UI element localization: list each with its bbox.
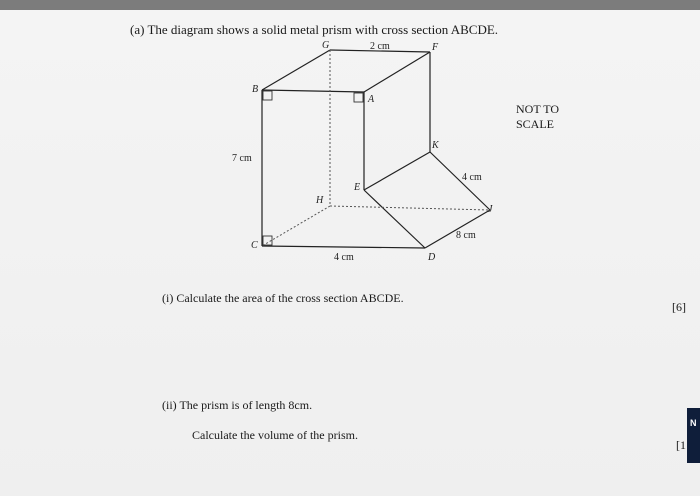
edge-KD-front — [364, 190, 425, 248]
dim-left: 7 cm — [232, 153, 252, 164]
label-J: J — [488, 204, 493, 215]
label-E: E — [354, 182, 361, 193]
not-to-scale-line-2: SCALE — [516, 117, 555, 131]
edge-JD — [425, 210, 490, 248]
dim-slant: 4 cm — [462, 172, 482, 183]
right-angle-A — [354, 93, 363, 102]
right-angle-B — [263, 91, 272, 100]
not-to-scale-line-1: NOT TO — [516, 102, 560, 116]
label-A: A — [368, 94, 375, 105]
edge-tab-letter: N — [690, 418, 697, 428]
edge-BG — [262, 50, 330, 90]
edge-EK — [364, 152, 430, 190]
label-C: C — [251, 240, 258, 251]
label-K: K — [432, 140, 439, 151]
label-B: B — [252, 84, 259, 95]
label-F: F — [432, 42, 439, 53]
label-D: D — [428, 252, 436, 263]
question-ii-instruction: Calculate the volume of the prism. — [192, 428, 358, 442]
label-H: H — [316, 195, 324, 206]
edge-CD — [262, 246, 425, 248]
dim-bottom: 4 cm — [334, 252, 354, 263]
edge-AF — [364, 52, 430, 92]
dim-top: 2 cm — [370, 41, 390, 52]
question-ii: (ii) The prism is of length 8cm. — [162, 398, 313, 412]
marks-i: [6] — [672, 300, 686, 314]
dim-length: 8 cm — [456, 230, 476, 241]
edge-BA — [262, 90, 364, 92]
question-heading: (a) The diagram shows a solid metal prism with cross section ABCDE. — [130, 22, 499, 37]
hidden-edge-H-J — [330, 206, 490, 210]
question-i: (i) Calculate the area of the cross section ABCDE. — [162, 291, 404, 305]
marks-ii: [1 — [676, 438, 686, 452]
label-G: G — [322, 40, 330, 51]
